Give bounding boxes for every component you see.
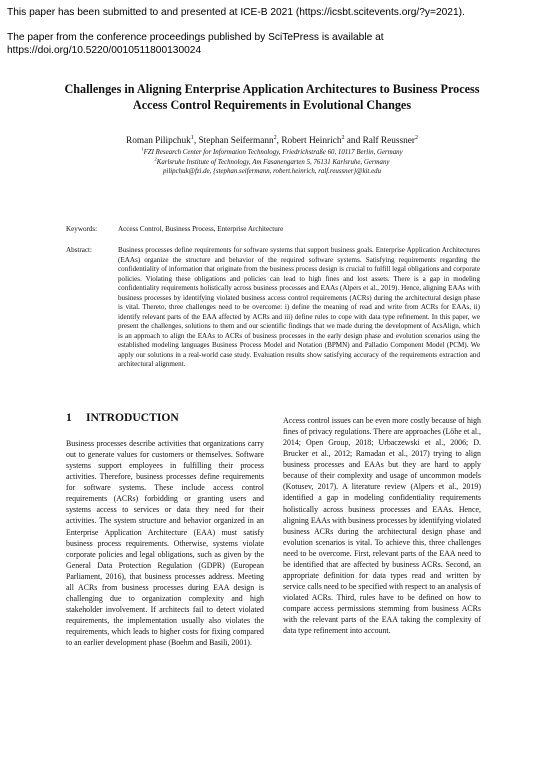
affiliation-2-text: Karlsruhe Institute of Technology, Am Fasanengarten 5, 76131 Karlsruhe, Germany: [156, 158, 390, 166]
author-separator: ,: [276, 136, 282, 146]
submission-notice: This paper has been submitted to and presented at ICE-B 2021 (https://icsbt.scitevents.org/?y=2021).: [7, 7, 465, 18]
author-1: Roman Pilipchuk: [126, 136, 191, 146]
author-4-affiliation-mark: 2: [414, 134, 418, 141]
keywords-text: Access Control, Business Process, Enterprise Architecture: [118, 225, 284, 233]
author-2: Stephan Seifermann: [198, 136, 274, 146]
body-column-left: Business processes describe activities that organizations carry out to generate values for customers or themselves. Software systems support employees in fulfilling their process activities. Therefore, business processes define requirements for software systems. These include access control requirements (ACRs) forbidding or granting users and systems access to services or data they need for their activities. The system structure and behavior organized in an Enterprise Application Architecture (EAA) must satisfy business process requirements. Otherwise, systems violate corporate policies and legal obligations, such as given by the General Data Protection Regulation (GDPR) (European Parliament, 2016), that business processes address. Meeting all ACRs from business processes during EAA design is challenging due to organization complexity and high stakeholder involvement. If architects fail to detect violated requirements, the implementation usually also violates the requirements, which leads to higher costs for fixing compared to an earlier development phase (Boehm and Basili, 2001).: [66, 439, 264, 648]
author-emails: pilipchuk@fzi.de, {stephan.seifermann, robert.heinrich, ralf.reussner}@kit.edu: [162, 168, 382, 176]
author-separator: ,: [193, 136, 199, 146]
author-3: Robert Heinrich: [281, 136, 342, 146]
author-names: [60, 136, 484, 147]
affiliation-2-mark: 2: [154, 156, 157, 162]
section-number: 1: [66, 411, 72, 424]
author-1-affiliation-mark: 1: [190, 134, 194, 141]
affiliation-1-text: FZI Research Center for Information Technology, Friedrichstraße 60, 10117 Berlin, Germany: [143, 149, 403, 156]
author-3-affiliation-mark: 2: [341, 134, 345, 141]
body-column-right: Access control issues can be even more costly because of high fines of privacy regulations. There are approaches (Löhe et al., 2014; Open Group, 2018; Urbaczewski et al., 2006; D. Brucker et al., 2012; Ramadan et al., 2017) trying to align business processes and EAAs but they are hard to apply because of their complexity and usage of uncommon models (Kotusev, 2017). A literature review (Alpers et al., 2019) identified a gap in modeling confidentiality requirements holistically across business processes and EAAs. Hence, aligning EAAs with business processes by identifying violated business ACRs during the architectural design phase and evolution scenarios is vital. To achieve this, three challenges need to be overcome. First, relevant parts of the EAA need to be identified that are affected by business ACRs. Second, an appropriate definition for data types read and written by service calls need to be specified with respect to an analysis of violated ACRs. Third, rules have to be defined on how to compare access permissions stemming from business ACRs with the relevant parts of the EAA taking the complexity of data type refinement into account.: [283, 416, 481, 636]
section-heading: [66, 411, 179, 425]
author-4: Ralf Reussner: [362, 136, 415, 146]
abstract-label: Abstract:: [66, 246, 93, 254]
author-block: [60, 136, 484, 177]
author-2-affiliation-mark: 2: [273, 134, 277, 141]
affiliation-1: [60, 148, 484, 158]
paper-title: Challenges in Aligning Enterprise Application Architectures to Business Process Access Control Requirements in Evolutional Changes: [64, 82, 480, 112]
keywords-label: Keywords:: [66, 225, 98, 233]
section-title: INTRODUCTION: [86, 411, 179, 424]
author-conjunction: and: [344, 136, 363, 146]
affiliation-1-mark: 1: [141, 146, 144, 152]
abstract-text: Business processes define requirements for software systems that support business goals. Enterprise Application Architectures (EAAs) organize the structure and behavior of the required software systems. Satisfying requirements regarding the confidentiality of information that originate from the business process design is crucial to fulfill legal obligations and corporate policies. Violating these obligations and policies can lead to high fines and lost assets. There is a gap in modeling confidentiality requirements holistically across business processes and EAAs (Alpers et al., 2019). Hence, aligning EAAs with business processes by identifying violated business access control requirements (ACRs) during the architectural design phase is vital. Thereto, three challenges need to be overcome: i) define the meaning of read and write from ACRs for EAAs, ii) identify relevant parts of the EAA affected by ACRs and iii) define rules to cope with data type refinement. In this paper, we present the challenges, solutions to them and our scientific findings that we made during the development of AcsAlign, which is an approach to align the EAAs to ACRs of business processes in the early design phase and evolution scenarios using the established modeling languages Business Process Model and Notation (BPMN) and Palladio Component Model (PCM). We apply our solutions in a real-world case study. Evaluation results show satisfying accuracy of the requirements extraction and architectural alignment.: [118, 246, 480, 368]
affiliation-2: [60, 158, 484, 168]
publication-notice: The paper from the conference proceedings published by SciTePress is available at https://doi.org/10.5220/0010511800130024: [7, 32, 384, 56]
